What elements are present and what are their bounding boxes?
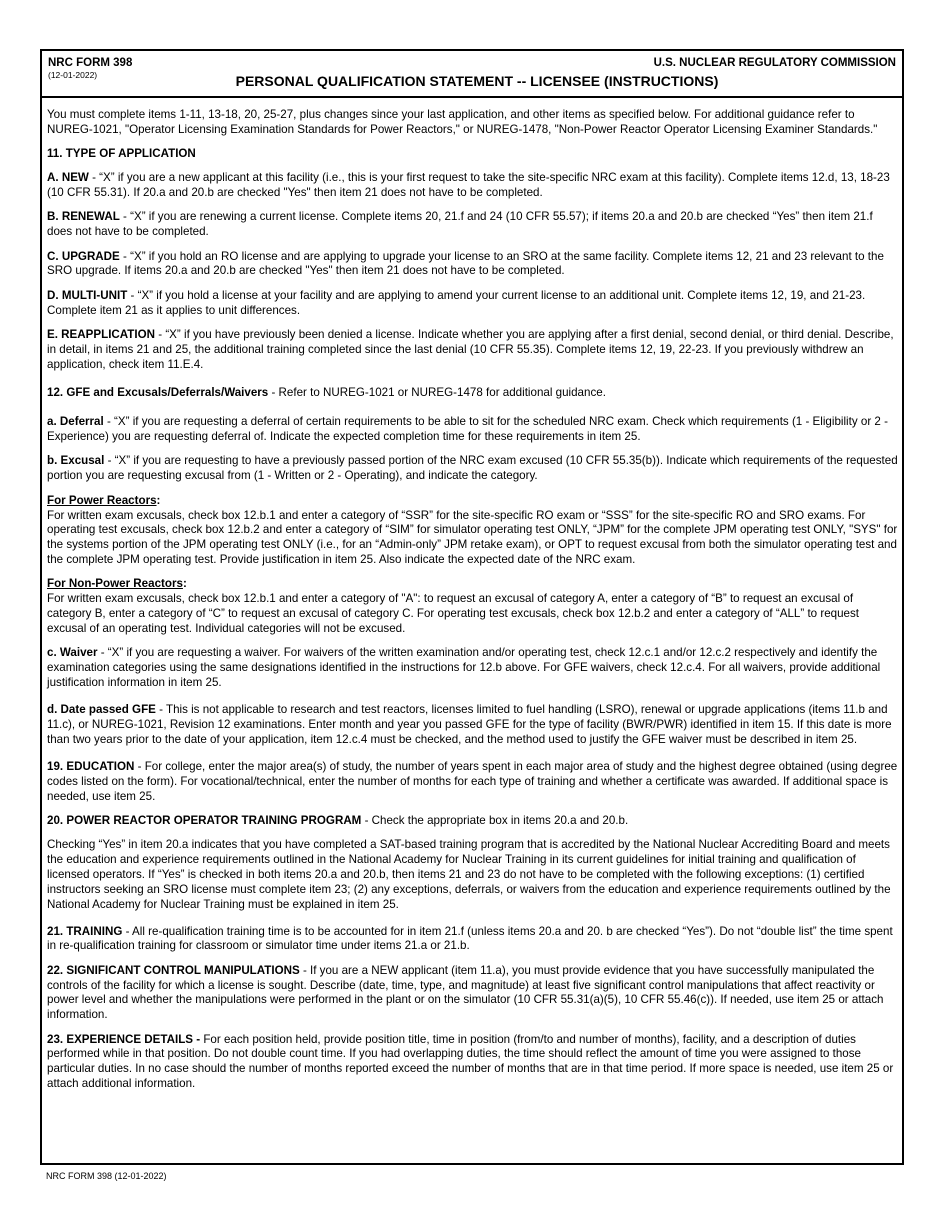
power-reactors-block: For Power Reactors: For written exam excusals, check box 12.b.1 and enter a category of “SSR” for the site-specific RO exam or “SSS” for the site-specific RO and SRO exams. For operating test excusals, check box 12.b.2 and enter a category of “SIM” for simulator operating test ONLY, “JPM” for the complete JPM operating test ONLY, "SYS" for the systems portion of the JPM operating test ONLY (i.e., for an “Admin-only” JPM retake exam), or OPT to request excusal from both the simulator operating test and the complete JPM operating test. Provide justification in item 25. Also indicate the expected date of the NRC exam.: [47, 493, 898, 567]
item-23: [47, 1033, 898, 1093]
intro-paragraph: You must complete items 1-11, 13-18, 20, 25-27, plus changes since your last application, and other items as specified below. For additional guidance refer to NUREG-1021, "Operator Licensing Examination Standards for Power Reactors," or NUREG-1478, "Non-Power Reactor Operator Licensing Examiner Standards.": [47, 108, 878, 136]
item-21-text: - All re-qualification training time is to be accounted for in item 21.f (unless items 20.a and 20. b are checked “Yes”). Do not “double list” the time spent in re-qualification training for classroom or simulator time under items 21.a or 21.b.: [47, 924, 893, 953]
nonpower-reactors-heading: For Non-Power Reactors: [47, 577, 183, 591]
item-11a: [47, 171, 898, 201]
item-23-label: 23. EXPERIENCE DETAILS -: [47, 1032, 201, 1046]
item-12b-text: - “X” if you are requesting to have a previously passed portion of the NRC exam excused (10 CFR 55.35(b)). Indicate which requirements of the requested portion you are requesting excusal from (1 - Written or 2 - Operating), and indicate the category.: [47, 454, 898, 483]
item-12b-label: b. Excusal: [47, 454, 105, 468]
power-reactors-heading: For Power Reactors: [47, 493, 157, 507]
item-11a-label: A. NEW: [47, 171, 89, 185]
item-12a-label: a. Deferral: [47, 415, 104, 429]
item-12b: [47, 454, 898, 484]
item-20-text: - Check the appropriate box in items 20.a and 20.b.: [361, 813, 629, 827]
section-12-title: 12. GFE and Excusals/Deferrals/Waivers: [47, 386, 269, 400]
item-22: [47, 964, 898, 1024]
form-date: (12-01-2022): [48, 70, 98, 80]
item-11d-label: D. MULTI-UNIT: [47, 288, 128, 302]
item-22-label: 22. SIGNIFICANT CONTROL MANIPULATIONS: [47, 963, 300, 977]
item-22-text: - If you are a NEW applicant (item 11.a), you must provide evidence that you have successfully manipulated the controls of the facility for which a license is sought. Describe (date, time, type, and magnitude) at least five significant control manipulations that affect reactivity or power level and whether the manipulations were performed in the plant or on the simulator (10 CFR 55.31(a)(5), 10 CFR 55.46(c)). If needed, use item 25 or attach information.: [47, 963, 884, 1022]
section-12-heading: [47, 386, 898, 401]
item-11c: [47, 250, 898, 280]
section-11-heading: [47, 147, 898, 162]
instructions-body: [42, 98, 902, 1092]
item-12d-text: - This is not applicable to research and test reactors, licenses limited to fuel handling (LSRO), renewal or upgrade applications (items 11.b and 11.c), or NUREG-1021, Revision 12 examinations. Enter month and year you passed GFE for the type of facility (BWR/PWR) identified in item 15. If this date is more than two years prior to the date of your application, item 12.c.4 must be checked, and the method used to justify the GFE waiver must be described in item 25.: [47, 703, 892, 746]
nonpower-reactors-text: For written exam excusals, check box 12.b.1 and enter a category of "A": to request an excusal of category A, enter a category of “B” to request an excusal of category B, enter a category of “C” to request an excusal of category C. For operating test excusals, check box 12.b.2 and enter a category of “ALL” to request excusal of an operating test. Individual categories will not be excused.: [47, 592, 859, 636]
item-12d-label: d. Date passed GFE: [47, 703, 156, 717]
page-title: PERSONAL QUALIFICATION STATEMENT -- LICENSEE (INSTRUCTIONS): [235, 73, 719, 89]
item-19: [47, 760, 898, 805]
item-21: [47, 925, 898, 955]
item-11e: [47, 328, 898, 373]
item-11e-label: E. REAPPLICATION: [47, 327, 156, 341]
item-11c-label: C. UPGRADE: [47, 249, 120, 263]
item-11c-text: - “X” if you hold an RO license and are applying to upgrade your license to an SRO at the same facility. Complete items 12, 21 and 23 relevant to the SRO upgrade. If items 20.a and 20.b are checked "Yes" then item 21 does not have to be completed.: [47, 249, 884, 278]
item-12c-text: - “X” if you are requesting a waiver. For waivers of the written examination and/or operating test, check 12.c.1 and/or 12.c.2 respectively and identify the examination categories using the same designations identified in the instructions for 12.b above. For GFE waivers, check 12.c.4. For all waivers, provide additional justification information in item 25.: [47, 646, 881, 690]
item-12c: [47, 646, 898, 691]
section-11-title: 11. TYPE OF APPLICATION: [47, 147, 196, 161]
item-19-text: - For college, enter the major area(s) of study, the number of years spent in each major area of study and the highest degree obtained (using degree codes listed on the form). For vocational/technical, enter the number of months for each type of training and whether a certificate was awarded. If additional space is needed, use item 25.: [47, 759, 898, 803]
item-11b: [47, 210, 898, 240]
item-12c-label: c. Waiver: [47, 646, 98, 660]
item-20-paragraph: Checking “Yes” in item 20.a indicates that you have completed a SAT-based training program that is accredited by the National Nuclear Accrediting Board and meets the education and experience requirements outlined in the National Academy for Nuclear Training in its current guidelines for initial training and qualification of licensed operators. If “Yes” is checked in both items 20.a and 20.b, then items 21 and 23 do not have to be completed with the following exceptions: (1) certified instructors seeking an SRO license must complete item 23; (2) any exceptions, deferrals, or waivers from the education and experience requirements outlined by the National Academy for Nuclear Training must be explained in item 25.: [47, 838, 891, 911]
agency-name: U.S. NUCLEAR REGULATORY COMMISSION: [653, 57, 896, 69]
item-21-label: 21. TRAINING: [47, 924, 123, 938]
item-11d: [47, 289, 898, 319]
item-11d-text: - “X” if you hold a license at your facility and are applying to amend your current license to an additional unit. Complete items 12, 19, and 21-23. Complete item 21 as it applies to unit differences.: [47, 288, 866, 317]
item-12a: [47, 415, 898, 445]
form-header: [42, 51, 902, 98]
power-reactors-text: For written exam excusals, check box 12.b.1 and enter a category of “SSR” for the site-specific RO exam or “SSS” for the site-specific RO and SRO exams. For operating test excusals, check box 12.b.2 and enter a category of “SIM” for simulator operating test ONLY, “JPM” for the complete JPM operating test ONLY, "SYS" for the systems portion of the JPM operating test ONLY (i.e., for an “Admin-only” JPM retake exam), or OPT to request excusal from both the simulator operating test and the complete JPM operating test. Provide justification in item 25. Also indicate the expected date of the NRC exam.: [47, 508, 898, 567]
item-11e-text: - “X” if you have previously been denied a license. Indicate whether you are applying after a first denial, second denial, or third denial. Describe, in detail, in items 21 and 25, the additional training completed since the last denial (10 CFR 55.35). Complete items 12, 19, 22-23. If you previously withdrew an application, check item 11.E.4.: [47, 327, 894, 371]
item-11b-text: - “X” if you are renewing a current license. Complete items 20, 21.f and 24 (10 CFR 55.57); if items 20.a and 20.b are checked “Yes” then item 21.f does not have to be completed.: [47, 210, 873, 239]
item-11a-text: - “X” if you are a new applicant at this facility (i.e., this is your first request to take the site-specific NRC exam at this facility). Complete items 12.d, 13, 18-23 (10 CFR 55.31). If 20.a and 20.b are checked "Yes" then item 21 does not have to be completed.: [47, 171, 890, 200]
instructions-form: [40, 49, 904, 1165]
nonpower-reactors-block: For Non-Power Reactors: For written exam excusals, check box 12.b.1 and enter a category of "A": to request an excusal of category A, enter a category of “B” to request an excusal of category B, enter a category of “C” to request an excusal of category C. For operating test excusals, check box 12.b.2 and enter a category of “ALL” to request excusal of an operating test. Individual categories will not be excused.: [47, 577, 859, 636]
item-20: [47, 814, 898, 829]
item-23-text: For each position held, provide position title, time in position (from/to and number of months), facility, and a description of duties performed while in that position. Do not double count time. If you had overlapping duties, the time should reflect the amount of time you were assigned to those particular duties. In no case should the number of months reported exceed the number of months that are in that time period. If more space is needed, use item 25 or attach additional information.: [47, 1032, 894, 1091]
item-11b-label: B. RENEWAL: [47, 210, 120, 224]
item-12d: [47, 703, 898, 748]
page-footer: NRC FORM 398 (12-01-2022): [46, 1171, 167, 1181]
item-19-label: 19. EDUCATION: [47, 759, 135, 773]
item-20-label: 20. POWER REACTOR OPERATOR TRAINING PROGRAM: [47, 813, 362, 827]
section-12-note: - Refer to NUREG-1021 or NUREG-1478 for additional guidance.: [268, 386, 606, 400]
form-number: NRC FORM 398: [48, 57, 133, 69]
item-12a-text: - “X” if you are requesting a deferral of certain requirements to be able to sit for the scheduled NRC exam. Check which requirements (1 - Eligibility or 2 - Experience) you are requesting deferral of. Indicate the expected completion time for these requirements in item 25.: [47, 415, 888, 444]
